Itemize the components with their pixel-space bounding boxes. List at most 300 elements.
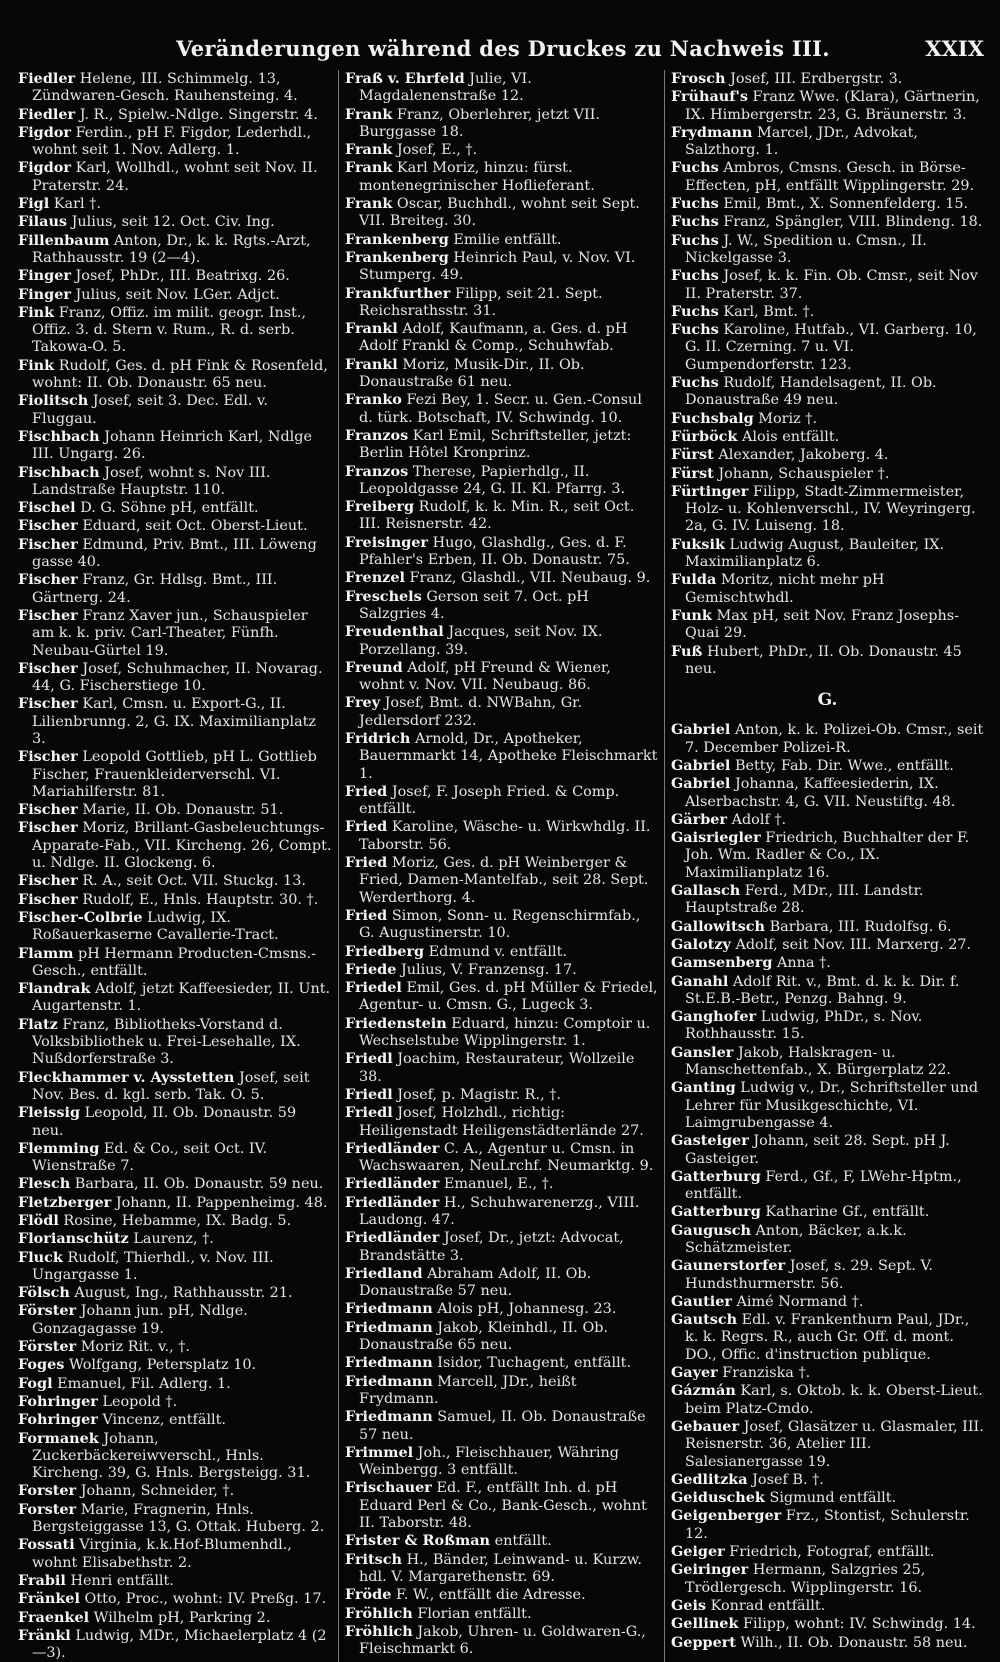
directory-entry [671,829,984,882]
entry-details: Ludwig, IX. Roßauerkaserne Cavallerie-Tract. [32,909,279,944]
entry-details: Ludwig, MDr., Michaelerplatz 4 (2—3). [32,1627,327,1662]
directory-entry [671,88,984,124]
directory-entry [345,1175,658,1193]
entry-name: Flamm [18,944,74,962]
directory-entry [345,1408,658,1444]
entry-name: Fischer [18,606,78,624]
directory-entry [671,643,984,679]
entry-name: Fraenkel [18,1608,90,1626]
entry-details: Franziska †. [722,1365,811,1382]
directory-entry [345,106,658,142]
entry-details: Moriz, Brillant-Gasbeleuchtungs-Apparate-Fab., VII. Kircheng. 26, Compt. u. Ndlge. II. Glockeng. 6. [32,820,332,872]
directory-entry [671,1222,984,1258]
entry-name: Gärber [671,810,727,828]
directory-entry [18,1356,332,1374]
entry-details: Jakob, Uhren- u. Goldwaren-G., Fleischmarkt 6. [359,1623,646,1658]
directory-entry [671,757,984,775]
entry-details: Friedrich, Fotograf, entfällt. [729,1544,935,1561]
entry-name: Fletzberger [18,1193,112,1211]
entry-name: Gaunerstorfer [671,1257,786,1275]
directory-entry [345,907,658,943]
entry-name: Frank [345,159,393,177]
directory-entry [18,1175,332,1193]
directory-entry [671,124,984,160]
directory-entry [671,1561,984,1597]
column-2 [338,70,664,1662]
directory-entry [18,891,332,909]
entry-details: Hugo, Glashdlg., Ges. d. F. Pfahler's Erben, II. Ob. Donaustr. 75. [359,534,630,569]
entry-details: J. R., Spielw.-Ndlge. Singerstr. 4. [79,106,318,123]
entry-name: Fischer-Colbrie [18,908,143,926]
entry-name: Frabil [18,1571,66,1589]
entry-details: Franz, Bibliotheks-Vorstand d. Volksbibliothek u. Frei-Lesehalle, IX. Nußdorferstraße 3. [32,1016,301,1068]
directory-entry [671,1597,984,1615]
entry-details: Ferd., MDr., III. Landstr. Hauptstraße 28. [685,883,924,917]
entry-details: Edmund, Priv. Bmt., III. Löweng gasse 40. [32,536,317,571]
entry-details: Julius, seit 12. Oct. Civ. Ing. [71,214,275,231]
directory-entry [345,1605,658,1623]
entry-name: Friedberg [345,942,425,960]
entry-name: Fuchs [671,321,719,339]
directory-entry [18,1212,332,1230]
entry-name: Florianschütz [18,1230,129,1248]
directory-entry [671,918,984,936]
directory-entry [345,1586,658,1604]
entry-name: Friedl [345,1104,393,1122]
directory-entry [18,1016,332,1069]
directory-entry [671,882,984,918]
entry-name: Fischer [18,695,78,713]
entry-name: Friedländer [345,1139,440,1157]
entry-name: Fried [345,782,388,800]
directory-entry [18,1393,332,1411]
entry-details: Arnold, Dr., Apotheker, Bauernmarkt 14, Apotheke Fleischmarkt 1. [359,730,658,782]
directory-entry [18,70,332,106]
directory-entry [18,1609,332,1627]
directory-entry [345,1623,658,1659]
entry-name: Gayer [671,1364,718,1382]
directory-entry [18,213,332,231]
entry-details: Josef, III. Erdbergstr. 3. [730,71,903,87]
entry-details: Edl. v. Frankenthurn Paul, JDr., k. k. Regrs. R., auch Gr. Off. d. mont. DO., Offic. d'instruction publique. [685,1312,970,1363]
columns [12,70,994,1662]
entry-details: Rudolf, Thierhdl., v. Nov. III. Ungargasse 1. [32,1249,274,1283]
entry-details: Otto, Proc., wohnt: IV. Preßg. 17. [84,1591,327,1608]
entry-name: Fröde [345,1586,392,1604]
entry-details: Anton, Dr., k. k. Rgts.-Arzt, Rathhausstr. 19 (2—4). [32,232,311,266]
entry-details: Therese, Papierhdlg., II. Leopoldgasse 24, G. II. Kl. Pfarrg. 3. [359,463,626,497]
entry-details: Hermann, Salzgries 25, Trödlergesch. Wipplingerstr. 16. [685,1562,926,1596]
entry-details: Emanuel, E., †. [443,1176,554,1193]
entry-name: Frister & Roßman [345,1532,491,1550]
directory-entry [671,1203,984,1221]
entry-name: Fischer [18,535,78,553]
entry-details: Alexander, Jakoberg. 4. [718,447,889,464]
directory-entry [345,1479,658,1532]
entry-details: Heinrich Paul, v. Nov. VI. Stumperg. 49. [359,249,636,284]
entry-name: Fogl [18,1374,53,1392]
entry-name: Fuchs [671,374,719,392]
directory-entry [18,1338,332,1356]
entry-name: Gatterburg [671,1167,761,1185]
directory-entry [18,1411,332,1429]
entry-name: Fürböck [671,427,738,445]
entry-name: Friedel [345,979,402,997]
entry-name: Fiedler [18,105,76,123]
directory-entry [345,249,658,285]
entry-name: Friedmann [345,1318,433,1336]
entry-name: Fiolitsch [18,392,89,410]
directory-entry [18,267,332,285]
entry-details: Johann, Zuckerbäckereiwverschl., Hnls. Kircheng. 39, G. Hnls. Bergsteigg. 31. [32,1430,311,1482]
entry-details: Adolf Rit. v., Bmt. d. k. k. Dir. f. St.E.B.-Betr., Penzg. Bahng. 9. [685,973,960,1007]
entry-details: Josef, seit Nov. Bes. d. kgl. serb. Tak. O. 5. [32,1069,310,1103]
directory-entry [345,569,658,587]
directory-entry [671,159,984,195]
directory-entry [18,1627,332,1662]
entry-name: Friedland [345,1264,423,1282]
entry-name: Fluck [18,1248,63,1266]
directory-entry [345,1551,658,1587]
entry-name: Frankl [345,355,398,373]
page-number: XXIX [925,36,984,61]
directory-entry [18,801,332,819]
entry-name: Frank [345,195,393,213]
entry-name: Fröhlich [345,1604,413,1622]
directory-entry [345,534,658,570]
entry-name: Frankenberg [345,230,449,248]
entry-name: Fillenbaum [18,231,110,249]
directory-entry [345,1229,658,1265]
entry-details: Josef, Dr., jetzt: Advocat, Brandstätte 3. [359,1230,624,1264]
entry-name: Ganting [671,1079,736,1097]
entry-name: Fuchs [671,213,719,231]
entry-name: Geiger [671,1543,725,1561]
directory-entry [671,1044,984,1080]
entry-details: Franz, Spängler, VIII. Blindeng. 18. [723,214,983,231]
entry-name: Gabriel [671,756,731,774]
directory-entry [18,1140,332,1176]
directory-entry [671,1079,984,1132]
entry-details: Leopold †. [102,1393,178,1410]
entry-name: Freisinger [345,533,428,551]
entry-details: Franz, Oberlehrer, jetzt VII. Burggasse 18. [359,106,601,140]
entry-name: Frankfurther [345,284,451,302]
entry-name: Freund [345,658,403,676]
entry-name: Geppert [671,1633,736,1651]
entry-details: Edmund v. entfällt. [428,943,567,960]
entry-name: Franzos [345,462,409,480]
directory-entry [18,1104,332,1140]
directory-entry [18,980,332,1016]
entry-details: Karl †. [53,196,101,213]
entry-details: Wilhelm pH, Parkring 2. [93,1609,271,1626]
entry-details: Adolf, jetzt Kaffeesieder, II. Unt. Augartenstr. 1. [32,981,331,1015]
entry-name: Fischer [18,801,78,819]
entry-details: Filipp, wohnt: IV. Schwindg. 14. [743,1616,976,1633]
entry-name: Fraß v. Ehrfeld [345,70,465,87]
directory-entry [671,195,984,213]
entry-name: Fischer [18,819,78,837]
entry-details: Karl, Wollhdl., wohnt seit Nov. II. Praterstr. 24. [32,160,318,194]
directory-entry [671,973,984,1009]
directory-entry [671,410,984,428]
entry-details: Josef B. †. [752,1471,824,1488]
directory-entry [18,1069,332,1105]
directory-entry [18,571,332,607]
entry-name: Fränkel [18,1590,80,1608]
directory-entry [18,106,332,124]
directory-entry [18,1249,332,1285]
directory-entry [671,1382,984,1418]
entry-details: Johann, Schneider, †. [80,1483,235,1500]
directory-entry [671,374,984,410]
entry-name: Fürtinger [671,482,749,500]
directory-entry [345,498,658,534]
directory-entry [671,428,984,446]
directory-entry [345,694,658,730]
entry-details: Karl Emil, Schriftsteller, jetzt: Berlin Hôtel Kronprinz. [359,427,632,462]
directory-entry [671,232,984,268]
entry-name: Gallasch [671,882,741,900]
entry-details: Henri entfällt. [70,1572,174,1589]
directory-entry [345,195,658,231]
entry-name: Foges [18,1356,65,1374]
entry-name: Frühauf's [671,88,748,106]
entry-name: Flesch [18,1175,71,1193]
directory-entry [345,391,658,427]
entry-details: Sigmund entfällt. [769,1490,897,1507]
entry-name: Frey [345,694,381,712]
entry-details: F. W., entfällt die Adresse. [395,1587,586,1604]
directory-entry [671,1132,984,1168]
directory-entry [671,775,984,811]
directory-entry [18,499,332,517]
entry-details: H., Schuhwarenerzg., VIII. Laudong. 47. [359,1194,640,1228]
directory-entry [345,1319,658,1355]
directory-entry [18,464,332,500]
entry-details: Oscar, Buchhdl., wohnt seit Sept. VII. Breiteg. 30. [359,196,640,230]
directory-entry [671,954,984,972]
entry-details: Rudolf, Ges. d. pH Fink & Rosenfeld, wohnt: II. Ob. Donaustr. 65 neu. [32,357,328,392]
entry-details: Moritz, nicht mehr pH Gemischtwhdl. [685,572,885,606]
entry-details: Rudolf, k. k. Min. R., seit Oct. III. Reisnerstr. 42. [359,499,635,533]
entry-details: C. A., Agentur u. Cmsn. in Wachswaaren, NeuLrchf. Neumarktg. 9. [359,1140,654,1175]
directory-entry [18,819,332,872]
entry-details: Max pH, seit Nov. Franz Josephs-Quai 29. [685,607,959,642]
entry-name: Gedlitzka [671,1470,748,1488]
entry-name: Fulda [671,571,717,589]
entry-details: Isidor, Tuchagent, entfällt. [437,1355,632,1372]
directory-entry [671,321,984,374]
entry-details: Julie, VI. Magdalenenstraße 12. [359,71,532,105]
section-letter-heading: G. [817,690,838,711]
entry-details: J. W., Spedition u. Cmsn., II. Nickelgasse 3. [685,232,927,266]
entry-details: Hubert, PhDr., II. Ob. Donaustr. 45 neu. [685,643,962,677]
entry-details: Julius, V. Franzensg. 17. [400,961,577,978]
entry-details: Wolfgang, Petersplatz 10. [68,1357,257,1374]
entry-name: Figl [18,195,50,213]
entry-name: Fuß [671,642,703,660]
directory-entry [671,1008,984,1044]
directory-entry [671,1507,984,1543]
directory-entry [345,231,658,249]
entry-details: Marie, Fragnerin, Hnls. Bergsteiggasse 13, G. Ottak. Huberg. 2. [32,1501,325,1536]
entry-details: Josef, p. Magistr. R., †. [397,1086,562,1103]
entry-details: Josef, PhDr., III. Beatrixg. 26. [75,268,290,285]
entry-name: Friedländer [345,1175,440,1193]
entry-details: Ambros, Cmsns. Gesch. in Börse-Effecten, pH, entfällt Wipplingerstr. 29. [685,160,975,194]
entry-name: Gázmán [671,1382,736,1400]
entry-name: Frankenberg [345,248,449,266]
entry-name: Friedenstein [345,1014,447,1032]
entry-name: Fürst [671,464,714,482]
entry-name: Forster [18,1482,77,1500]
entry-details: Konrad entfällt. [710,1597,826,1614]
entry-details: Betty, Fab. Dir. Wwe., entfällt. [734,757,954,774]
directory-entry [18,1194,332,1212]
entry-details: Alois entfällt. [741,428,840,445]
entry-details: Ed. & Co., seit Oct. IV. Wienstraße 7. [32,1140,268,1175]
entry-details: Franz, Glashdl., VII. Neubaug. 9. [409,570,651,587]
directory-entry [671,936,984,954]
entry-name: Fried [345,854,388,872]
directory-entry [345,659,658,695]
entry-name: Fiedler [18,70,76,87]
directory-entry [18,357,332,393]
directory-entry [671,1293,984,1311]
entry-details: Friedrich, Buchhalter der F. Joh. Wm. Radler & Co., IX. Maximilianplatz 16. [685,830,970,881]
directory-entry [18,1302,332,1338]
directory-entry [345,623,658,659]
entry-details: Fezi Bey, 1. Secr. u. Gen.-Consul d. türk. Botschaft, IV. Schwindg. 10. [359,392,642,426]
directory-entry [345,1194,658,1230]
column-1 [12,70,338,1662]
directory-entry [18,660,332,696]
entry-details: Adolf, seit Nov. III. Marxerg. 27. [735,936,972,953]
directory-entry [345,943,658,961]
entry-name: Gellinek [671,1615,739,1633]
entry-name: Funk [671,606,712,624]
directory-entry [671,70,984,88]
directory-entry [18,428,332,464]
directory-entry [345,1532,658,1550]
directory-entry [671,536,984,572]
directory-entry [671,1311,984,1364]
entry-name: Friedl [345,1050,393,1068]
entry-name: Fischer [18,659,78,677]
directory-entry [18,1590,332,1608]
directory-entry [18,1230,332,1248]
entry-details: Simon, Sonn- u. Regenschirmfab., G. Augustinerstr. 10. [359,907,641,942]
entry-details: Josef, wohnt s. Nov III. Landstraße Hauptstr. 110. [32,464,271,498]
entry-name: Franko [345,391,402,409]
entry-details: Gerson seit 7. Oct. pH Salzgries 4. [359,588,589,622]
entry-name: Figdor [18,159,71,177]
entry-name: Finger [18,285,71,303]
entry-details: Wilh., II. Ob. Donaustr. 58 neu. [740,1634,968,1651]
entry-name: Fuchsbalg [671,409,754,427]
entry-name: Fölsch [18,1284,70,1302]
entry-name: Gautsch [671,1311,738,1329]
entry-name: Fossati [18,1536,75,1554]
directory-entry [671,267,984,303]
entry-details: Johann Heinrich Karl, Ndlge III. Ungarg. 26. [32,428,313,463]
entry-name: Fuchs [671,267,719,285]
entry-details: D. G. Söhne pH, entfällt. [80,500,259,517]
directory-entry [345,1300,658,1318]
entry-name: Geiringer [671,1561,749,1579]
entry-details: Alois pH, Johannesg. 23. [437,1301,617,1318]
entry-name: Frischauer [345,1479,432,1497]
directory-entry [671,1418,984,1471]
directory-entry [18,695,332,748]
directory-entry [671,465,984,483]
entry-details: Laurenz, †. [133,1231,214,1248]
directory-entry [345,1265,658,1301]
entry-details: Rudolf, E., Hnls. Hauptstr. 30. †. [82,891,319,908]
entry-name: Freiberg [345,498,415,516]
directory-entry [18,392,332,428]
directory-entry [345,1373,658,1409]
entry-name: Friedmann [345,1300,433,1318]
entry-details: Filipp, Stadt-Zimmermeister, Holz- u. Kohlenverschl., IV. Weyringerg. 2a, G. IV. Luiseng. 18. [685,483,976,535]
directory-entry [671,571,984,607]
directory-entry [18,517,332,535]
directory-entry [345,427,658,463]
entry-name: Franzos [345,426,409,444]
entry-name: Förster [18,1302,77,1320]
entry-name: Fürst [671,446,714,464]
entry-name: Figdor [18,123,71,141]
entry-name: Flatz [18,1015,58,1033]
entry-name: Friedl [345,1085,393,1103]
entry-name: Ganahl [671,972,729,990]
entry-details: H., Bänder, Leinwand- u. Kurzw. hdl. V. Margarethenstr. 69. [359,1551,642,1585]
entry-name: Galotzy [671,935,731,953]
entry-details: Ludwig, PhDr., s. Nov. Rothhausstr. 15. [685,1009,923,1043]
directory-entry [18,304,332,357]
entry-details: Franz, Gr. Hdlsg. Bmt., III. Gärtnerg. 24. [32,572,278,606]
directory-entry [671,1634,984,1652]
entry-name: Gabriel [671,775,731,793]
directory-entry [671,721,984,757]
entry-name: Fuchs [671,159,719,177]
directory-entry [18,286,332,304]
directory-entry [671,303,984,321]
directory-entry [345,1104,658,1140]
directory-entry [18,872,332,890]
directory-entry [345,1086,658,1104]
entry-name: Gebauer [671,1417,740,1435]
entry-details: Abraham Adolf, II. Ob. Donaustraße 57 neu. [359,1265,592,1300]
entry-details: Emil, Ges. d. pH Müller & Friedel, Agentur- u. Cmsn. G., Lugeck 3. [359,980,658,1014]
entry-name: Freudenthal [345,623,444,641]
directory-entry [345,588,658,624]
entry-details: Marie, II. Ob. Donaustr. 51. [82,802,284,819]
entry-details: Ferd., Gf., F, LWehr-Hptm., entfällt. [685,1168,962,1203]
entry-name: Fränkl [18,1626,71,1644]
entry-name: Geis [671,1596,707,1614]
entry-name: Finger [18,267,71,285]
directory-entry [345,356,658,392]
entry-name: Friedmann [345,1408,433,1426]
directory-entry [18,195,332,213]
entry-details: Karl Moriz, hinzu: fürst. montenegrinischer Hoflieferant. [359,160,595,194]
directory-entry [18,1430,332,1483]
entry-name: Gasteiger [671,1132,749,1150]
entry-details: Ludwig v., Dr., Schriftsteller und Lehrer für Musikgeschichte, VI. Laimgrubengasse 4. [685,1080,979,1131]
